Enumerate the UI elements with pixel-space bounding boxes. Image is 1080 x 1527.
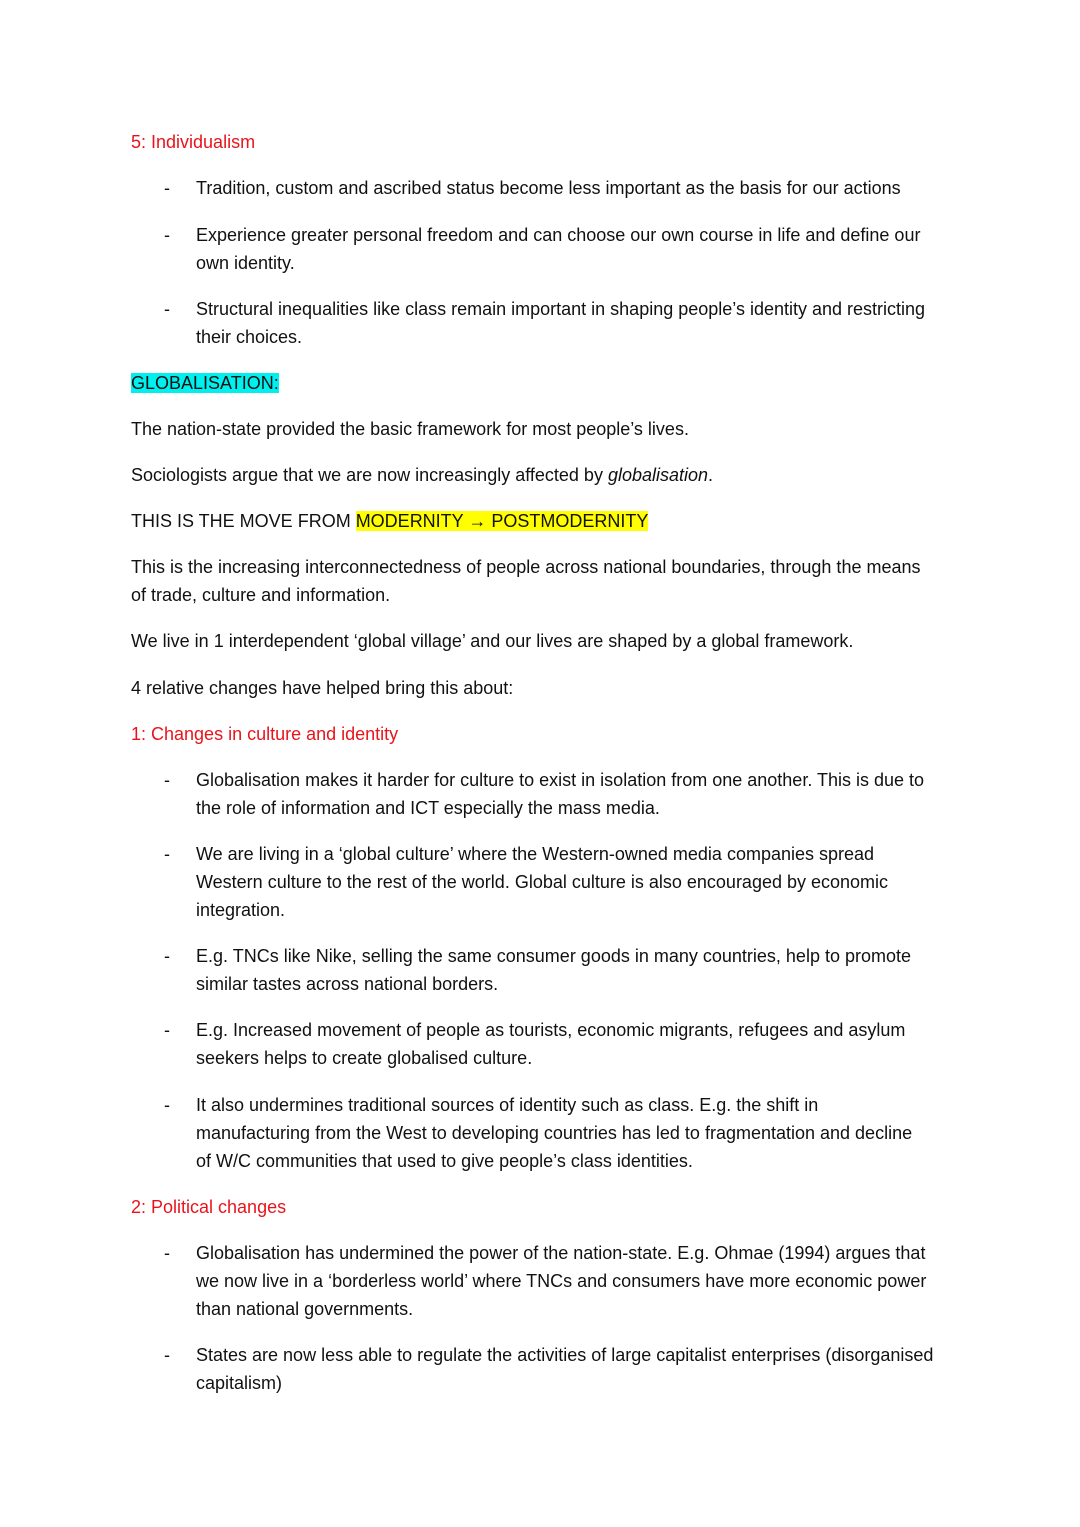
bullet-dash: - [164, 946, 170, 966]
paragraph [131, 465, 713, 486]
bullet-text: Globalisation makes it harder for culture to exist in isolation from one another. This is due to [196, 770, 925, 790]
bullet-text: Western culture to the rest of the world. Global culture is also encouraged by economic [196, 872, 889, 892]
section-heading-culture: 1: Changes in culture and identity [131, 724, 399, 744]
bullet-text: the role of information and ICT especially the mass media. [196, 798, 660, 818]
bullet-text: Globalisation has undermined the power of the nation-state. E.g. Ohmae (1994) argues that [196, 1243, 926, 1263]
paragraph: We live in 1 interdependent ‘global village’ and our lives are shaped by a global framework. [131, 631, 854, 651]
bullet-text: integration. [196, 900, 286, 920]
section-heading-globalisation [131, 373, 279, 394]
paragraph: This is the increasing interconnectedness of people across national boundaries, through the means [131, 557, 921, 577]
bullet-text: their choices. [196, 327, 303, 347]
paragraph-text: Sociologists argue that we are now increasingly affected by [131, 465, 608, 485]
paragraph [131, 511, 648, 532]
bullet-text: manufacturing from the West to developing countries has led to fragmentation and decline [196, 1123, 913, 1143]
bullet-text: It also undermines traditional sources of identity such as class. E.g. the shift in [196, 1095, 819, 1115]
bullet-text: Structural inequalities like class remain important in shaping people’s identity and restricting [196, 299, 926, 319]
bullet-text: than national governments. [196, 1299, 414, 1319]
paragraph: The nation-state provided the basic framework for most people’s lives. [131, 419, 689, 439]
bullet-dash: - [164, 225, 170, 245]
bullet-dash: - [164, 178, 170, 198]
bullet-text: We are living in a ‘global culture’ where the Western-owned media companies spread [196, 844, 875, 864]
paragraph-text: THIS IS THE MOVE FROM [131, 511, 356, 531]
bullet-dash: - [164, 1345, 170, 1365]
bullet-text: seekers helps to create globalised culture. [196, 1048, 533, 1068]
paragraph: 4 relative changes have helped bring this about: [131, 678, 514, 698]
bullet-dash: - [164, 770, 170, 790]
section-heading-individualism: 5: Individualism [131, 132, 256, 152]
bullet-dash: - [164, 299, 170, 319]
bullet-text: E.g. TNCs like Nike, selling the same consumer goods in many countries, help to promote [196, 946, 911, 966]
bullet-text: capitalism) [196, 1373, 283, 1393]
bullet-text: we now live in a ‘borderless world’ where TNCs and consumers have more economic power [196, 1271, 927, 1291]
section-heading-political: 2: Political changes [131, 1197, 287, 1217]
bullet-text: similar tastes across national borders. [196, 974, 499, 994]
bullet-text: of W/C communities that used to give people’s class identities. [196, 1151, 693, 1171]
bullet-text: Tradition, custom and ascribed status become less important as the basis for our actions [196, 178, 901, 198]
paragraph: of trade, culture and information. [131, 585, 391, 605]
bullet-text: States are now less able to regulate the activities of large capitalist enterprises (disorganised [196, 1345, 934, 1365]
highlighted-heading: GLOBALISATION: [131, 373, 279, 393]
bullet-dash: - [164, 1020, 170, 1040]
bullet-text: E.g. Increased movement of people as tourists, economic migrants, refugees and asylum [196, 1020, 906, 1040]
bullet-dash: - [164, 844, 170, 864]
paragraph-text: . [708, 465, 714, 485]
emphasis-text: globalisation [607, 465, 709, 485]
bullet-text: own identity. [196, 253, 295, 273]
bullet-dash: - [164, 1095, 170, 1115]
bullet-text: Experience greater personal freedom and can choose our own course in life and define our [196, 225, 921, 245]
bullet-dash: - [164, 1243, 170, 1263]
highlighted-text: MODERNITY → POSTMODERNITY [355, 511, 649, 531]
